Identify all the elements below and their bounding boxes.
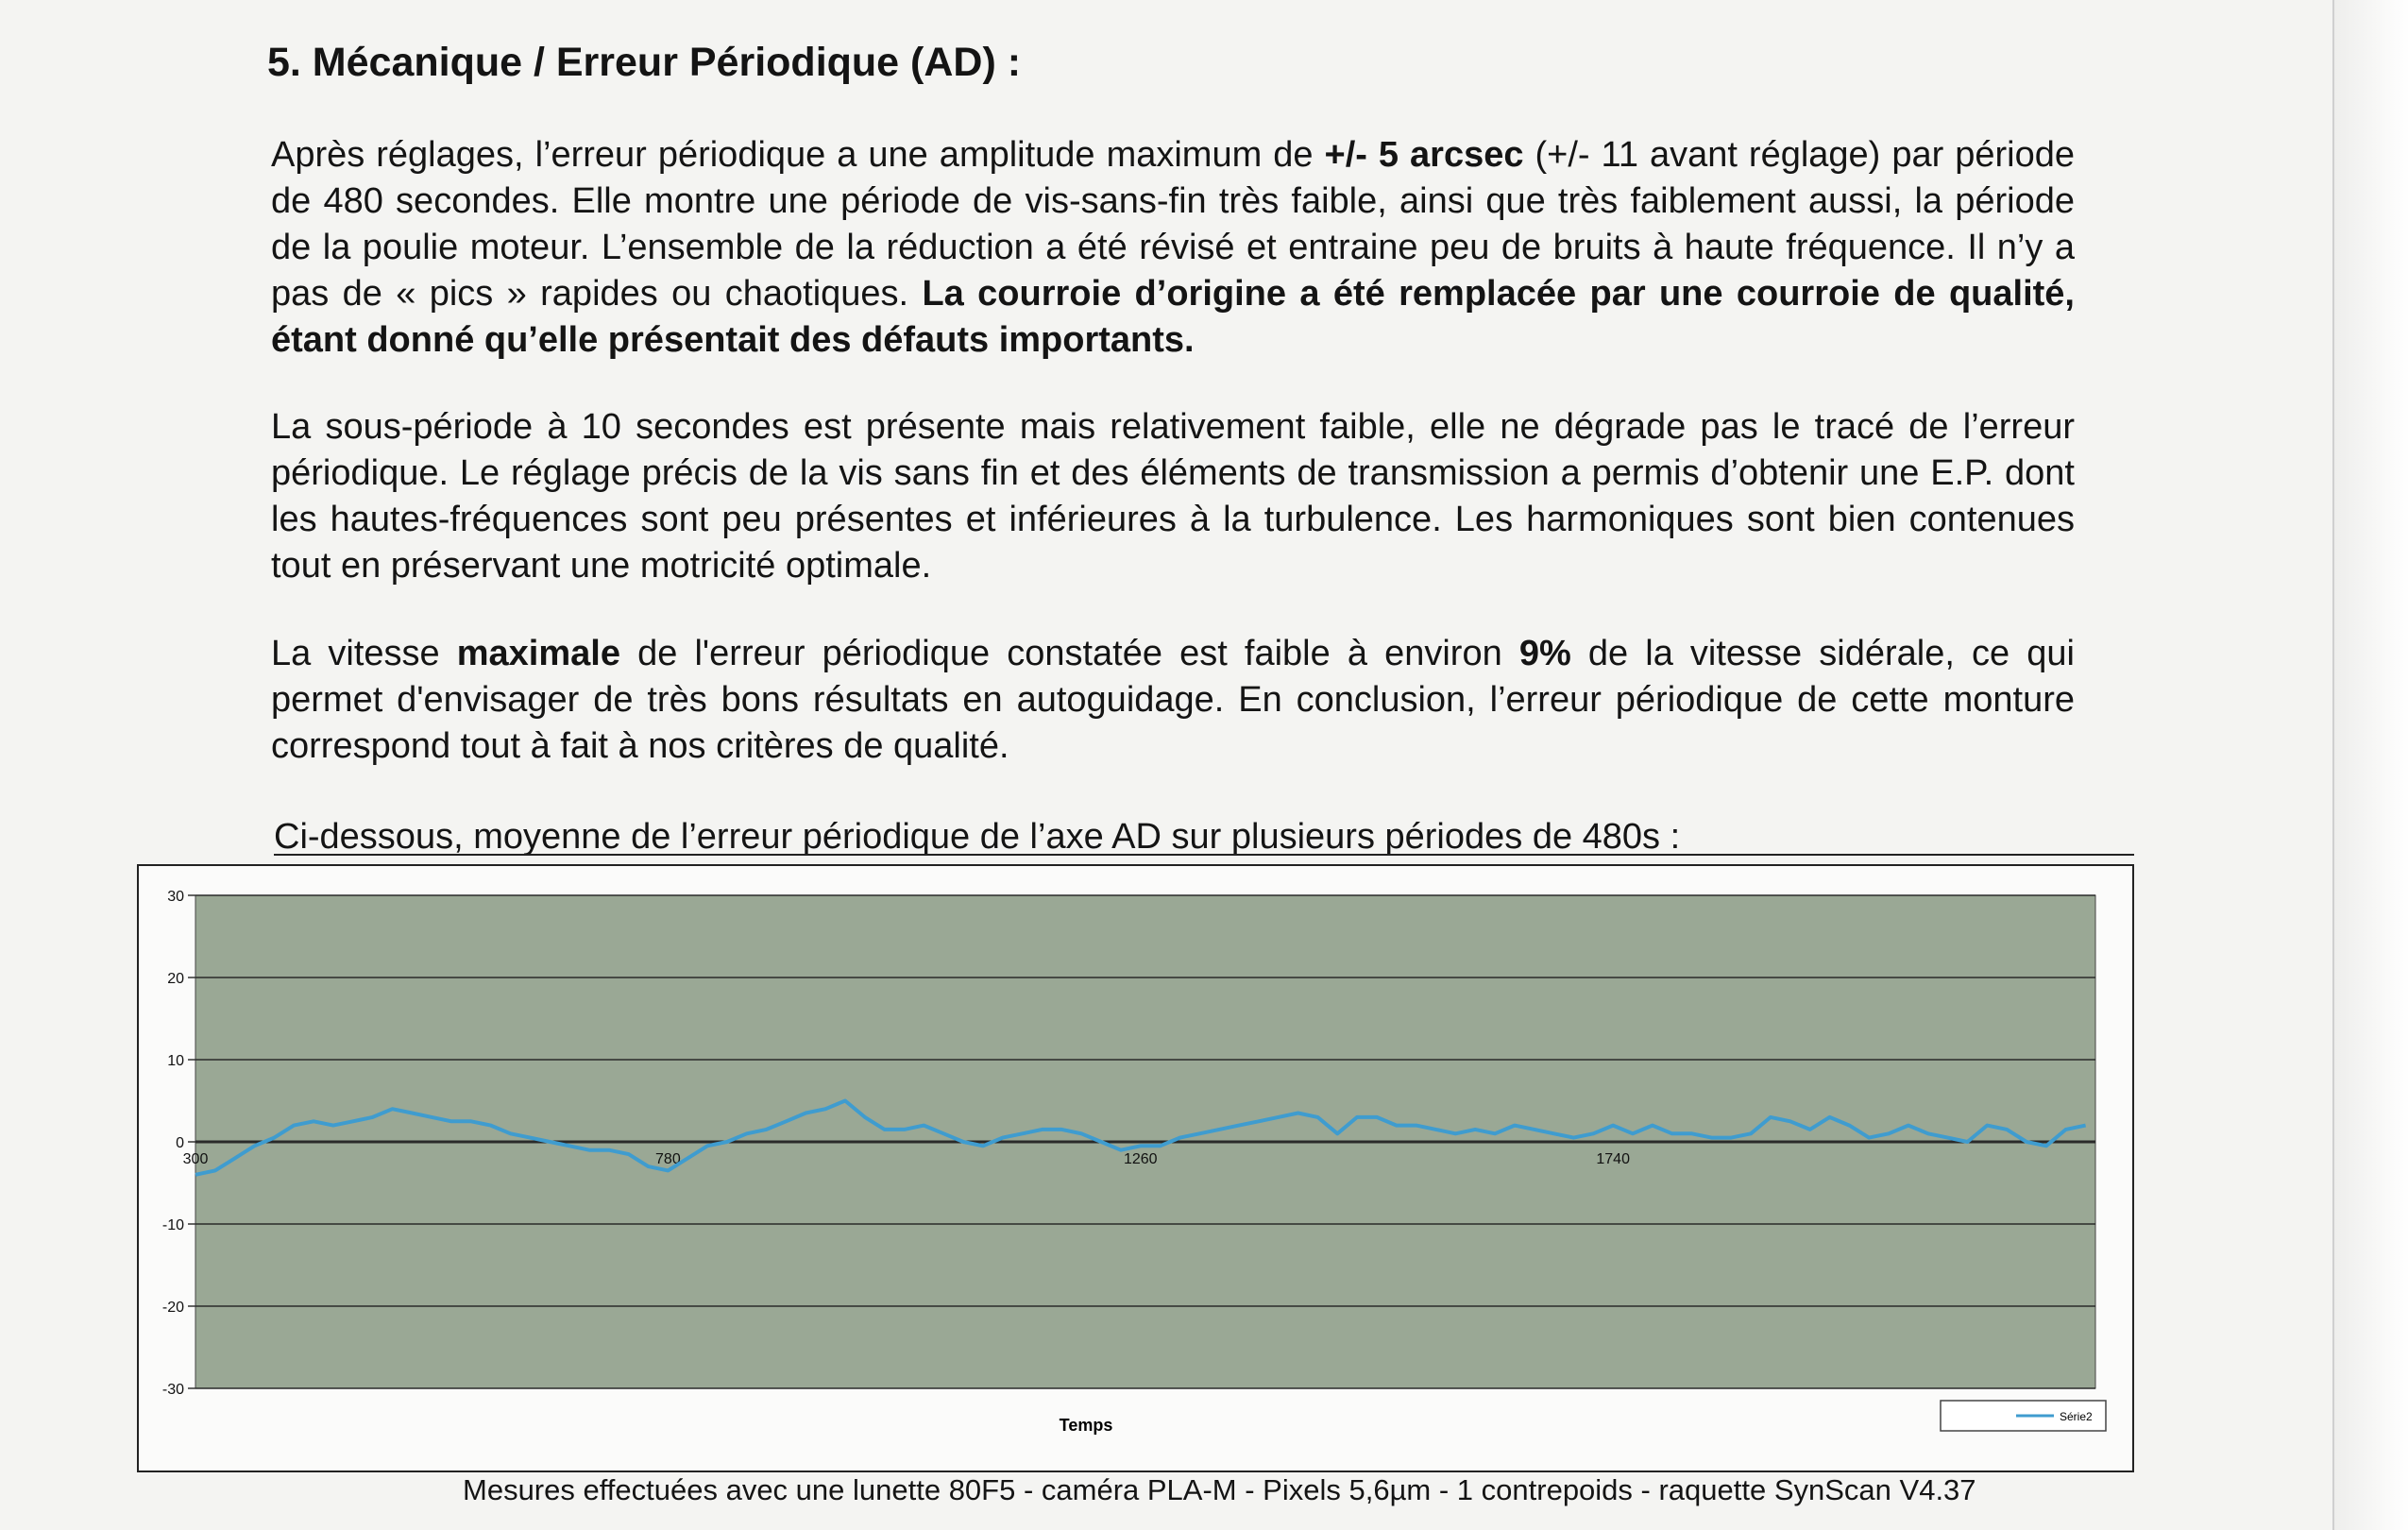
page-edge [2332,0,2408,1530]
measurement-caption: Mesures effectuées avec une lunette 80F5 - caméra PLA-M - Pixels 5,6µm - 1 contrepoids - raquette SynScan V4.37 [463,1473,1976,1506]
paragraph-periodic-error [271,132,2075,364]
section-heading: 5. Mécanique / Erreur Périodique (AD) : [267,40,1022,85]
p3-text-3: de la vitesse sidérale, ce qui permet d'envisager de très bons résultats en autoguidage. En conclusion, l’erreur périodique de cette monture correspond tout à fait à nos critères de qualité. [271,634,2075,766]
y-tick-label: 30 [167,889,184,905]
p1-bold-belt: La courroie d’origine a été remplacée par une courroie de qualité, étant donné qu’elle présentait des défauts importants. [271,274,2075,360]
p3-text-2: de l'erreur périodique constatée est faible à environ [619,634,1519,673]
p1-text-1: Après réglages, l’erreur périodique a une amplitude maximum de [271,135,1325,175]
y-tick-label: 20 [167,971,184,987]
y-tick-label: -20 [161,1300,184,1316]
x-tick-label: 1260 [1123,1151,1158,1167]
legend-label: Série2 [2060,1410,2093,1423]
paragraph-max-speed [271,631,2075,770]
y-tick-label: 10 [167,1053,184,1069]
y-tick-label: -30 [161,1382,184,1398]
p3-bold-percent: 9% [1518,634,1571,673]
x-tick-label: 780 [655,1151,681,1167]
p1-text-2: (+/- 11 avant réglage) par période de 480 secondes. Elle montre une période de vis-sans-fin très faible, ainsi que très faiblement aussi, la période de la poulie moteur. L’ensemble de la réduction a été révisé et entraine peu de bruits à haute fréquence. Il n’y a pas de « pics » rapides ou chaotiques. [271,135,2076,314]
x-axis-label: Temps [1059,1416,1113,1435]
x-tick-label: 300 [182,1151,209,1167]
p3-bold-maximale: maximale [456,634,620,673]
paragraph-sub-period: La sous-période à 10 secondes est présente mais relativement faible, elle ne dégrade pas le tracé de l’erreur périodique. Le réglage précis de la vis sans fin et des éléments de transmission a permis d’obtenir une E.P. dont les hautes-fréquences sont peu présentes et inférieures à la turbulence. Les harmoniques sont bien contenues tout en préservant une motricité optimale. [271,407,2075,586]
y-tick-label: -10 [161,1217,184,1233]
p3-text-1: La vitesse [271,634,457,673]
legend [1941,1401,2106,1431]
periodic-error-chart [137,864,2134,1472]
y-tick-label: 0 [176,1135,184,1151]
y-tick-labels [162,889,184,1398]
p1-bold-amplitude: +/- 5 arcsec [1324,135,1524,175]
intro-rule [274,854,2134,856]
x-tick-label: 1740 [1596,1151,1630,1167]
chart-intro: Ci-dessous, moyenne de l’erreur périodique de l’axe AD sur plusieurs périodes de 480s : [274,817,1681,857]
